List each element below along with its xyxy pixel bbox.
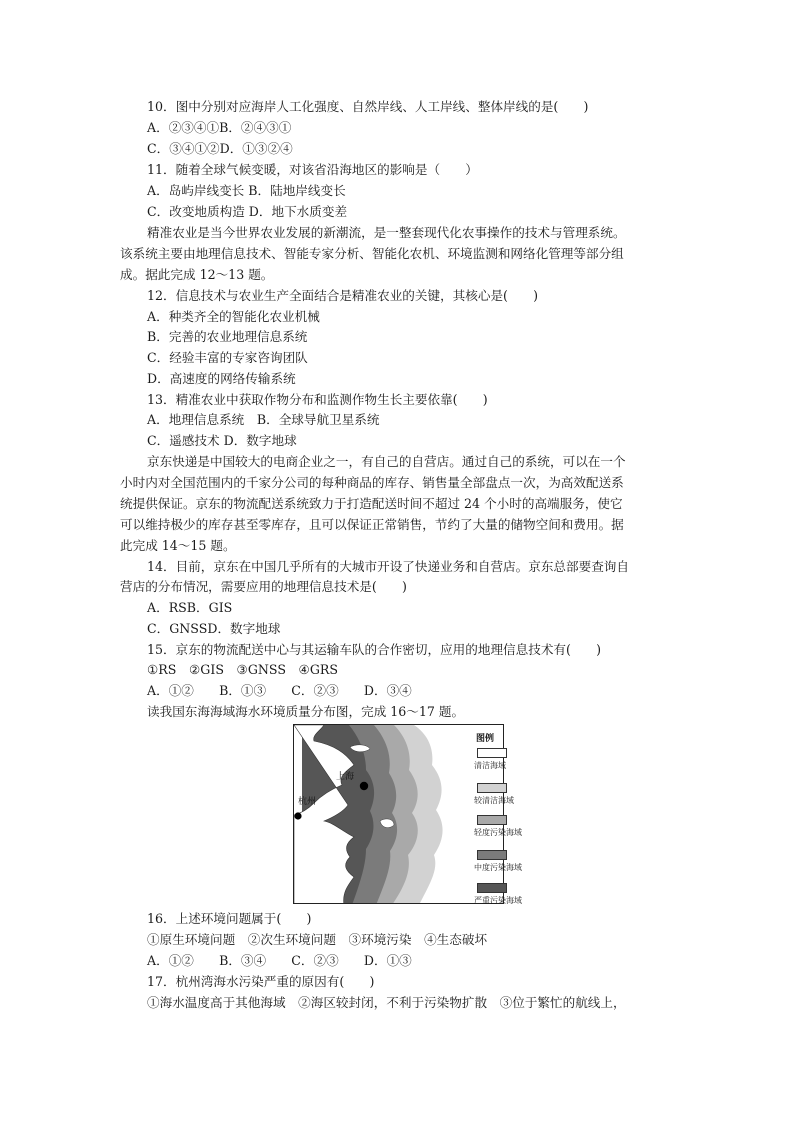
legend-label-moderate: 中度污染海域: [474, 863, 522, 872]
question-10: 10．图中分别对应海岸人工化强度、自然岸线、人工岸线、整体岸线的是( ): [147, 99, 589, 114]
sea-quality-map: [293, 724, 504, 904]
passage-jd-3: 统提供保证。京东的物流配送系统致力于打造配送时间不超过 24 个小时的高端服务，使它: [120, 496, 623, 511]
q12-option-a: A．种类齐全的智能化农业机械: [147, 309, 320, 324]
legend-label-relatively-clean: 较清洁海域: [474, 796, 514, 805]
passage-jd-5: 此完成 14～15 题。: [120, 538, 236, 553]
question-11: 11．随着全球气候变暖，对该省沿海地区的影响是（ ）: [147, 162, 478, 177]
q13-options-ab: A．地理信息系统 B．全球导航卫星系统: [147, 412, 380, 427]
q15-options: A．①② B．①③ C．②③ D．③④: [147, 683, 412, 698]
label-hangzhou: 杭州: [298, 797, 317, 807]
question-17: 17．杭州湾海水污染严重的原因有( ): [147, 974, 375, 989]
question-15: 15．京东的物流配送中心与其运输车队的合作密切，应用的地理信息技术有( ): [147, 642, 602, 657]
q16-options: A．①② B．③④ C．②③ D．①③: [147, 953, 412, 968]
q10-options-ab: A．②③④①B．②④③①: [147, 120, 292, 135]
legend-label-light: 轻度污染海域: [474, 828, 522, 837]
legend-label-clean: 清洁海域: [474, 761, 506, 770]
legend-swatch-clean: [477, 748, 507, 758]
q12-option-c: C．经验丰富的专家咨询团队: [147, 350, 308, 365]
q14-options-ab: A．RSB．GIS: [147, 600, 233, 615]
passage-agri-1: 精准农业是当今世界农业发展的新潮流，是一整套现代化农事操作的技术与管理系统。: [147, 225, 626, 240]
q13-options-cd: C．遥感技术 D．数字地球: [147, 433, 297, 448]
question-12: 12．信息技术与农业生产全面结合是精准农业的关键，其核心是( ): [147, 288, 539, 303]
q14-options-cd: C．GNSSD．数字地球: [147, 621, 281, 636]
passage-jd-1: 京东快递是中国较大的电商企业之一，有自己的自营店。通过自己的系统，可以在一个: [147, 454, 626, 469]
q17-items: ①海水温度高于其他海域 ②海区较封闭，不利于污染物扩散 ③位于繁忙的航线上，: [147, 995, 626, 1010]
map-intro: 读我国东海海域海水环境质量分布图，完成 16～17 题。: [147, 704, 465, 719]
sea-quality-map-graphic: [294, 725, 504, 904]
legend-swatch-heavy: [477, 883, 507, 893]
passage-agri-3: 成。据此完成 12～13 题。: [120, 267, 274, 282]
legend-swatch-moderate: [477, 850, 507, 860]
legend-swatch-light: [477, 815, 507, 825]
label-shanghai: 上海: [336, 772, 355, 782]
q12-option-b: B．完善的农业地理信息系统: [147, 329, 308, 344]
q15-items: ①RS ②GIS ③GNSS ④GRS: [147, 662, 338, 677]
passage-agri-2: 该系统主要由地理信息技术、智能专家分析、智能化农机、环境监测和网络化管理等部分组: [120, 246, 624, 261]
q16-items: ①原生环境问题 ②次生环境问题 ③环境污染 ④生态破坏: [147, 932, 488, 947]
question-13: 13．精准农业中获取作物分布和监测作物生长主要依靠( ): [147, 392, 488, 407]
hangzhou-dot: [294, 812, 301, 819]
question-16: 16．上述环境问题属于( ): [147, 911, 312, 926]
q12-option-d: D．高速度的网络传输系统: [147, 371, 296, 386]
question-14: 14．目前，京东在中国几乎所有的大城市开设了快递业务和自营店。京东总部要查询自: [147, 559, 629, 574]
legend-label-heavy: 严重污染海域: [474, 896, 522, 905]
question-14-cont: 营店的分布情况，需要应用的地理信息技术是( ): [120, 579, 407, 594]
passage-jd-4: 可以维持极少的库存甚至零库存，且可以保证正常销售，节约了大量的储物空间和费用。据: [120, 517, 624, 532]
q11-options-ab: A．岛屿岸线变长 B．陆地岸线变长: [147, 183, 346, 198]
legend-swatch-relatively-clean: [477, 783, 507, 793]
q10-options-cd: C．③④①②D．①③②④: [147, 141, 293, 156]
q11-options-cd: C．改变地质构造 D．地下水质变差: [147, 204, 348, 219]
shanghai-dot: [360, 782, 368, 790]
legend-title: 图例: [476, 734, 495, 744]
passage-jd-2: 小时内对全国范围内的千家分公司的每种商品的库存、销售量全部盘点一次，为高效配送系: [120, 475, 624, 490]
